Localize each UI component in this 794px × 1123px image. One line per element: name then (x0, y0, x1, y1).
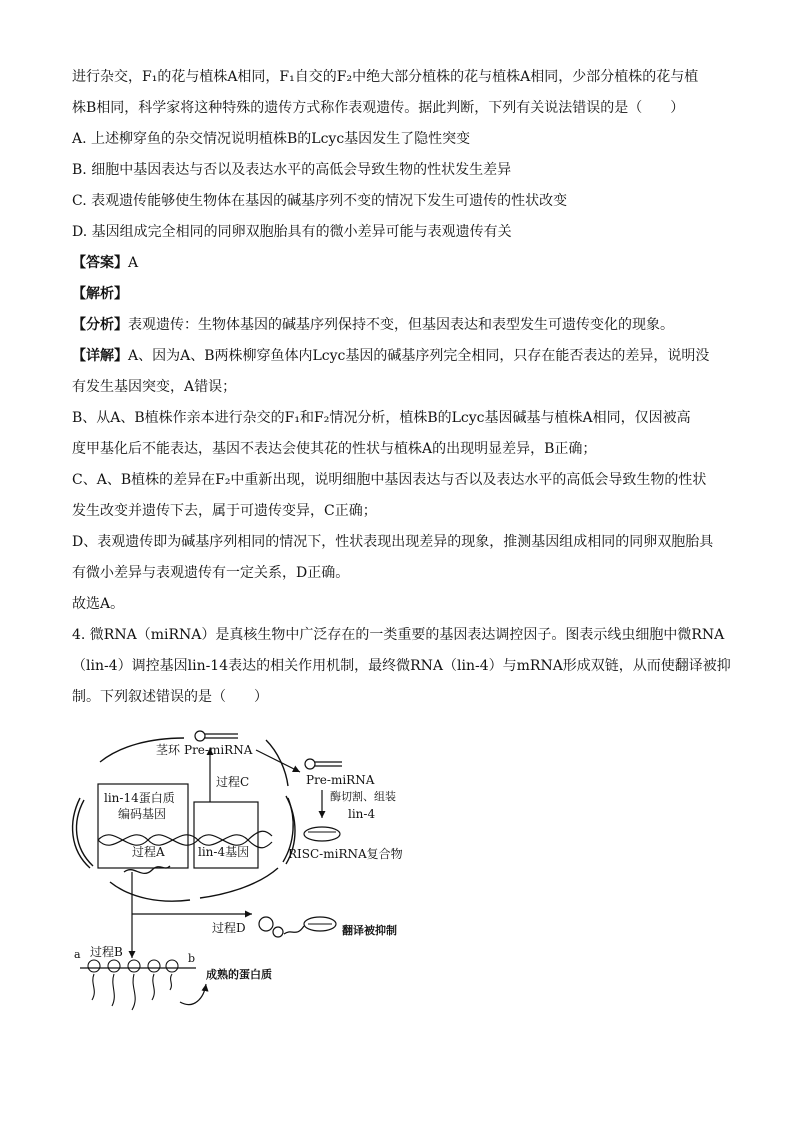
detail-line-5: C、A、B植株的差异在F₂中重新出现，说明细胞中基因表达与否以及表达水平的高低会导致生物的性状 (72, 472, 707, 488)
diagram-svg (60, 722, 440, 1030)
nuclear-envelope (73, 738, 295, 901)
fenxi-tag: 【分析】 (72, 317, 128, 333)
cyto-stem-loop-head (305, 759, 315, 769)
mirna-mechanism-diagram (60, 722, 440, 1030)
answer-value: A (128, 255, 139, 271)
fenxi-line (72, 310, 724, 341)
lin4-label: lin-4 (348, 807, 376, 821)
question-page (72, 62, 731, 713)
analysis-tag: 【解析】 (72, 286, 128, 302)
label-a: a (74, 948, 81, 961)
lin14-gene-label-1: lin-14蛋白质 (104, 791, 175, 805)
mrna-strand (124, 866, 170, 873)
q3-option-b: B. 细胞中基因表达与否以及表达水平的高低会导致生物的性状发生差异 (72, 162, 512, 178)
q4-stem-line-1: 4. 微RNA（miRNA）是真核生物中广泛存在的一类重要的基因表达调控因子。图表示线虫细胞中微RNA (72, 627, 725, 643)
inhibited-mrna (284, 926, 304, 934)
answer-tag: 【答案】 (72, 255, 128, 271)
process-c-label: 过程C (216, 775, 250, 789)
translation-inhibited-label: 翻译被抑制 (342, 924, 397, 937)
ribosome-small-1 (259, 917, 273, 931)
q4-stem-line-2: （lin-4）调控基因lin-14表达的相关作用机制，最终微RNA（lin-4）与mRNA形成双链，从而使翻译被抑 (72, 658, 731, 674)
answer-line (72, 248, 724, 279)
q3-option-d: D. 基因组成完全相同的同卵双胞胎具有的微小差异可能与表观遗传有关 (72, 224, 512, 240)
pre-mirna-label-2: Pre-miRNA (306, 773, 375, 787)
label-b: b (188, 952, 196, 965)
detail-line-8: 有微小差异与表观遗传有一定关系，D正确。 (72, 565, 350, 581)
q3-stem-line-2: 株B相同，科学家将这种特殊的遗传方式称作表观遗传。据此判断，下列有关说法错误的是（ ） (72, 100, 685, 116)
xiangjie-tag: 【详解】 (72, 348, 128, 364)
export-arrow (256, 750, 300, 772)
risc-complex-shape (304, 827, 340, 841)
process-a-label: 过程A (132, 845, 165, 859)
risc-label: RISC-miRNA复合物 (288, 847, 403, 861)
mature-protein-arrow (180, 984, 206, 1005)
stem-loop-label: 茎环 (156, 743, 181, 757)
q3-option-a: A. 上述柳穿鱼的杂交情况说明植株B的Lcyc基因发生了隐性突变 (72, 131, 471, 147)
lin4-gene-label: lin-4基因 (198, 845, 250, 859)
detail-text-1: A、因为A、B两株柳穿鱼体内Lcyc基因的碱基序列完全相同，只存在能否表达的差异，说明没 (128, 348, 710, 364)
process-b-label: 过程B (90, 945, 123, 959)
analysis-line (72, 279, 724, 310)
cut-assemble-label: 酶切割、组装 (330, 790, 396, 803)
process-d-label: 过程D (212, 921, 246, 935)
detail-line-7: D、表观遗传即为碱基序列相同的情况下，性状表现出现差异的现象，推测基因组成相同的同卵双胞胎具 (72, 534, 714, 550)
detail-line-1 (72, 341, 724, 372)
q3-stem-line-1: 进行杂交，F₁的花与植株A相同，F₁自交的F₂中绝大部分植株的花与植株A相同，少部分植株的花与植 (72, 69, 699, 85)
stem-loop-head (195, 731, 205, 741)
detail-line-4: 度甲基化后不能表达，基因不表达会使其花的性状与植株A的出现明显差异，B正确； (72, 441, 597, 457)
conclusion-line: 故选A。 (72, 596, 125, 612)
q4-stem-line-3: 制。下列叙述错误的是（ ） (72, 689, 268, 705)
detail-line-6: 发生改变并遗传下去，属于可遗传变异，C正确； (72, 503, 377, 519)
detail-line-2: 有发生基因突变，A错误； (72, 379, 237, 395)
detail-line-3: B、从A、B植株作亲本进行杂交的F₁和F₂情况分析，植株B的Lcyc基因碱基与植株A相同，仅因被高 (72, 410, 691, 426)
pre-mirna-label-1: Pre-miRNA (184, 743, 253, 757)
q3-option-c: C. 表观遗传能够使生物体在基因的碱基序列不变的情况下发生可遗传的性状改变 (72, 193, 568, 209)
mature-protein-label: 成熟的蛋白质 (206, 968, 272, 981)
ribosome-small-2 (273, 927, 283, 937)
lin14-gene-label-2: 编码基因 (118, 807, 167, 821)
fenxi-text: 表观遗传：生物体基因的碱基序列保持不变，但基因表达和表型发生可遗传变化的现象。 (128, 317, 674, 333)
